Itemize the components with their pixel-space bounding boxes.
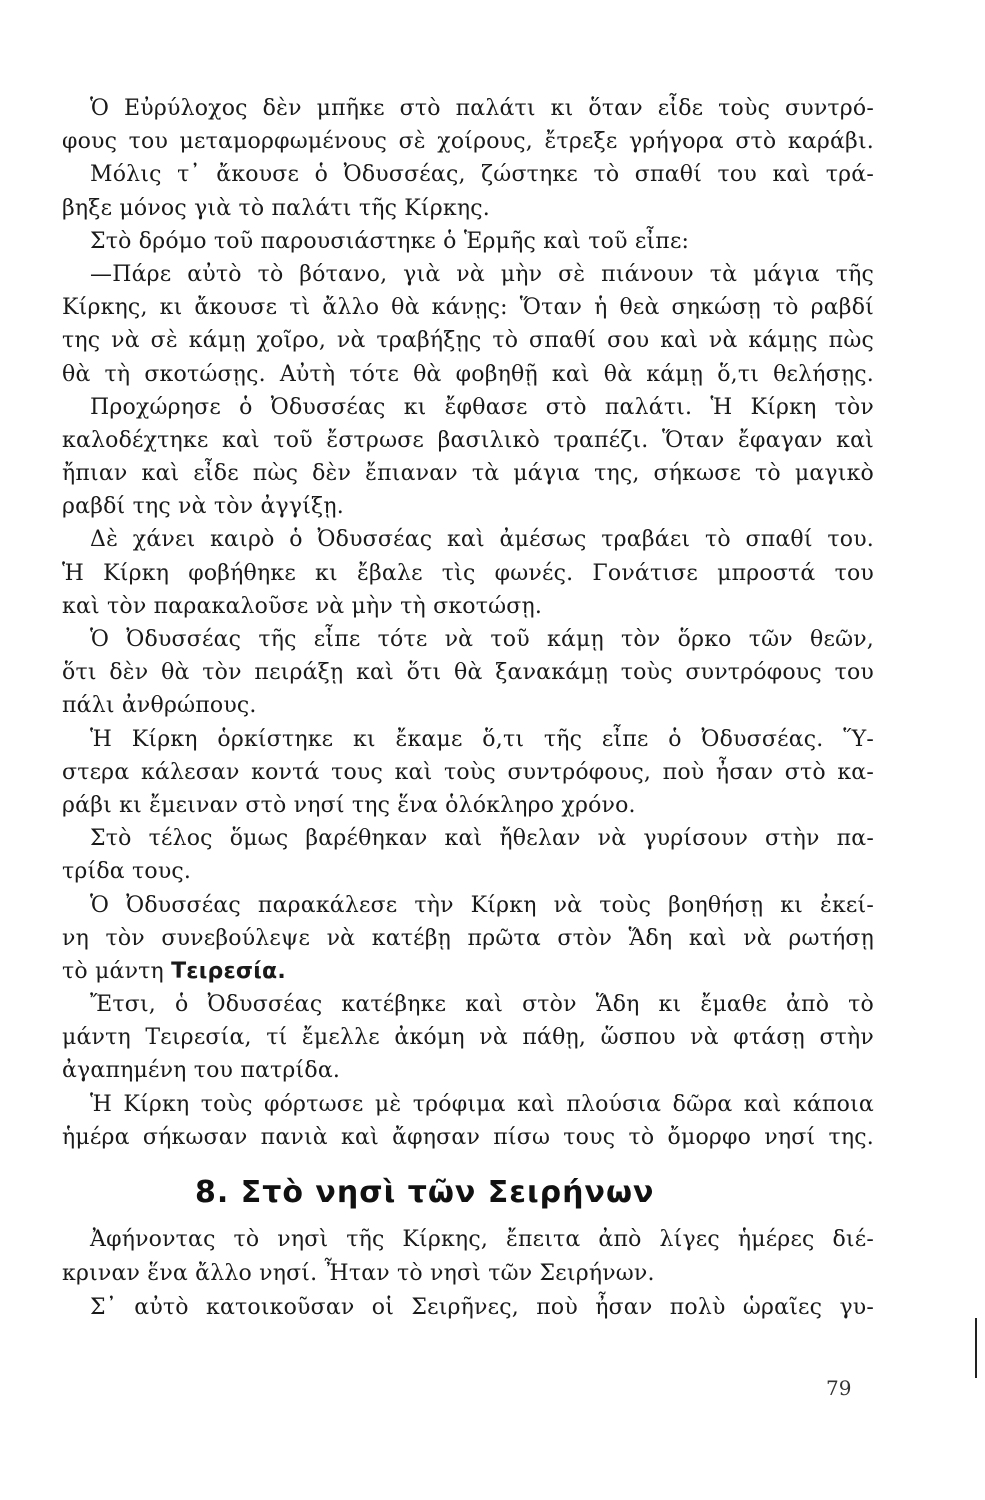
text-line: Ἀφήνοντας τὸ νησὶ τῆς Κίρκης, ἔπειτα ἀπὸ λίγες ἡμέρες διέ- [90,1227,874,1252]
text-line: ἤπιαν καὶ εἶδε πὼς δὲν ἔπιαναν τὰ μάγια της, σήκωσε τὸ μαγικὸ [62,461,874,487]
text-line: Στὸ δρόμο τοῦ παρουσιάστηκε ὁ Ἑρμῆς καὶ τοῦ εἶπε: [90,228,690,254]
text-line: Μόλις τ᾽ ἄκουσε ὁ Ὀδυσσέας, ζώστηκε τὸ σπαθί του καὶ τρά- [90,162,874,188]
text-line: ὅτι δὲν θὰ τὸν πειράξῃ καὶ ὅτι θὰ ξανακάμῃ τοὺς συντρόφους του [62,660,874,686]
text-line: Ὁ Εὐρύλοχος δὲν μπῆκε στὸ παλάτι κι ὅταν εἶδε τοὺς συντρό- [90,96,874,121]
text-line: θὰ τὴ σκοτώσῃς. Αὐτὴ τότε θὰ φοβηθῇ καὶ θὰ κάμῃ ὅ,τι θελήσῃς. [62,361,874,387]
text-line: Προχώρησε ὁ Ὀδυσσέας κι ἔφθασε στὸ παλάτι. Ἡ Κίρκη τὸν [90,394,874,420]
text-line: της νὰ σὲ κάμῃ χοῖρο, νὰ τραβήξῃς τὸ σπαθί σου καὶ νὰ κάμῃς πὼς [62,328,874,354]
chapter-title: 8. Στὸ νησὶ τῶν Σειρήνων [195,1175,655,1210]
page-number: 79 [826,1376,852,1400]
text-line: —Πάρε αὐτὸ τὸ βότανο, γιὰ νὰ μὴν σὲ πιάνουν τὰ μάγια τῆς [90,261,874,287]
text-fragment: τὸ μάντη [62,958,164,984]
text-line: Ὁ Ὀδυσσέας τῆς εἶπε τότε νὰ τοῦ κάμῃ τὸν ὅρκο τῶν θεῶν, [90,627,874,652]
text-line: στερα κάλεσαν κοντά τους καὶ τοὺς συντρόφους, ποὺ ἦσαν στὸ κα- [62,759,874,785]
chapter-text [62,1223,874,1325]
bold-name: Τειρεσία. [171,958,286,984]
text-line: ραβδί της νὰ τὸν ἀγγίξῃ. [62,494,344,520]
margin-mark [975,1318,977,1378]
text-line: Ἡ Κίρκη ὁρκίστηκε κι ἔκαμε ὅ,τι τῆς εἶπε ὁ Ὀδυσσέας. Ὕ- [90,726,874,752]
text-line: καλοδέχτηκε καὶ τοῦ ἔστρωσε βασιλικὸ τραπέζι. Ὅταν ἔφαγαν καὶ [62,427,874,453]
text-line [62,955,874,988]
text-line: Ἡ Κίρκη τοὺς φόρτωσε μὲ τρόφιμα καὶ πλούσια δῶρα καὶ κάποια [90,1091,874,1117]
text-line: κριναν ἕνα ἄλλο νησί. Ἦταν τὸ νησὶ τῶν Σειρήνων. [62,1261,655,1286]
text-line: βηξε μόνος γιὰ τὸ παλάτι τῆς Κίρκης. [62,195,490,221]
text-line: Στὸ τέλος ὅμως βαρέθηκαν καὶ ἤθελαν νὰ γυρίσουν στὴν πα- [90,826,874,852]
text-line: Ἡ Κίρκη φοβήθηκε κι ἔβαλε τὶς φωνές. Γονάτισε μπροστά του [62,560,874,586]
text-line: Δὲ χάνει καιρὸ ὁ Ὀδυσσέας καὶ ἀμέσως τραβάει τὸ σπαθί του. [90,527,874,553]
text-line: Σ᾽ αὐτὸ κατοικοῦσαν οἱ Σειρῆνες, ποὺ ἦσαν πολὺ ὡραῖες γυ- [90,1295,874,1320]
text-line: ράβι κι ἔμειναν στὸ νησί της ἕνα ὁλόκληρο χρόνο. [62,792,636,818]
text-line: ἡμέρα σήκωσαν πανιὰ καὶ ἄφησαν πίσω τους τὸ ὄμορφο νησί της. [62,1124,874,1150]
text-line: πάλι ἀνθρώπους. [62,693,257,719]
text-line: φους του μεταμορφωμένους σὲ χοίρους, ἔτρεξε γρήγορα στὸ καράβι. [62,129,874,155]
text-line: μάντη Τειρεσία, τί ἔμελλε ἀκόμη νὰ πάθῃ, ὥσπου νὰ φτάσῃ στὴν [62,1025,874,1051]
text-line: νη τὸν συνεβούλεψε νὰ κατέβῃ πρῶτα στὸν Ἅδη καὶ νὰ ρωτήσῃ [62,925,874,951]
text-line: Ἔτσι, ὁ Ὀδυσσέας κατέβηκε καὶ στὸν Ἅδη κι ἔμαθε ἀπὸ τὸ [90,992,874,1018]
text-line: ἀγαπημένη του πατρίδα. [62,1058,341,1084]
text-line: Κίρκης, κι ἄκουσε τὶ ἄλλο θὰ κάνῃς: Ὅταν ἡ θεὰ σηκώσῃ τὸ ραβδί [62,295,874,321]
story-text [62,92,874,1154]
text-line: καὶ τὸν παρακαλοῦσε νὰ μὴν τὴ σκοτώσῃ. [62,593,543,619]
text-line: τρίδα τους. [62,859,192,885]
text-line: Ὁ Ὀδυσσέας παρακάλεσε τὴν Κίρκη νὰ τοὺς βοηθήσῃ κι ἐκεί- [90,892,874,918]
